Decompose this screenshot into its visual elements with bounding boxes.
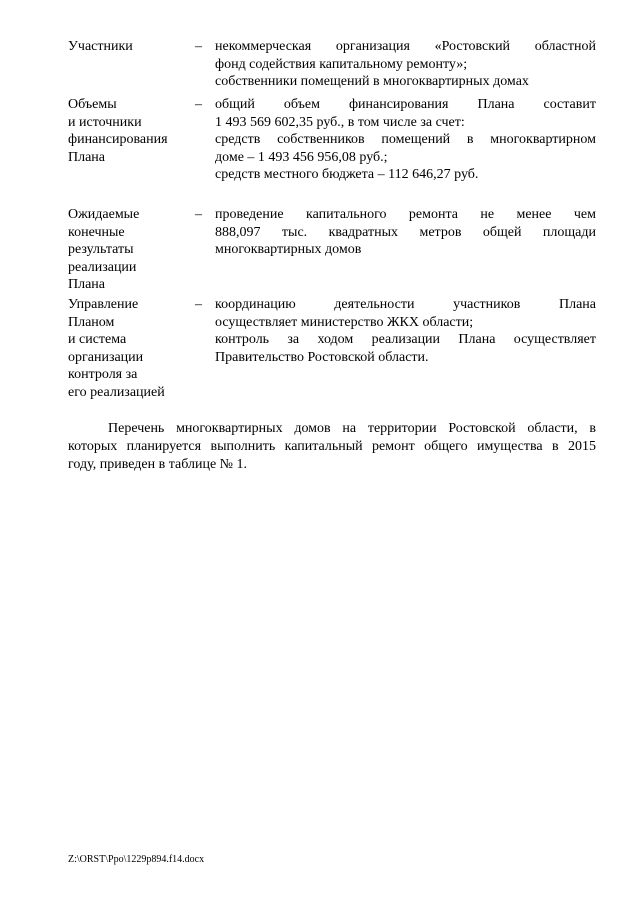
row-content-line: Правительство Ростовской области. bbox=[215, 349, 429, 365]
row-content-line: проведение капитального ремонта не менее чем bbox=[215, 207, 596, 222]
row-content-line: осуществляет министерство ЖКХ области; bbox=[215, 314, 474, 330]
row-label bbox=[68, 38, 183, 56]
row-dash: – bbox=[195, 97, 202, 112]
row-content-line: 888,097 тыс. квадратных метров общей площади bbox=[215, 224, 596, 240]
row-label-line: реализации bbox=[68, 259, 137, 275]
row-content-line: доме – 1 493 456 956,08 руб.; bbox=[215, 149, 388, 165]
footer-file-path: Z:\ORST\Ppo\1229p894.f14.docx bbox=[68, 854, 205, 865]
row-content-line: некоммерческая организация «Ростовский областной bbox=[215, 39, 596, 54]
row-content-line: координацию деятельности участников Плана bbox=[215, 297, 596, 312]
row-label-line: Плана bbox=[68, 277, 106, 292]
paragraph-line: которых планируется выполнить капитальный ремонт общего имущества в 2015 bbox=[68, 439, 596, 454]
row-content bbox=[215, 38, 596, 91]
row-label-line: и система bbox=[68, 332, 127, 347]
row-content bbox=[215, 296, 596, 366]
row-content-line: фонд содействия капитальному ремонту»; bbox=[215, 56, 468, 72]
row-content bbox=[215, 96, 596, 184]
row-content-line: средств собственников помещений в многоквартирном bbox=[215, 132, 596, 147]
row-content-line: многоквартирных домов bbox=[215, 242, 362, 257]
row-content-line: контроль за ходом реализации Плана осуществляет bbox=[215, 332, 596, 347]
row-content-line: собственники помещений в многоквартирных домах bbox=[215, 74, 529, 89]
row-label bbox=[68, 296, 183, 401]
row-label-line: Ожидаемые bbox=[68, 207, 140, 222]
row-dash: – bbox=[195, 297, 202, 312]
row-label-line: организации bbox=[68, 349, 144, 365]
row-dash: – bbox=[195, 39, 202, 54]
row-content-line: средств местного бюджета – 112 646,27 руб. bbox=[215, 167, 479, 182]
paragraph-line: Перечень многоквартирных домов на территории Ростовской области, в bbox=[108, 421, 596, 436]
row-label-line: Управление bbox=[68, 297, 139, 312]
row-content-line: общий объем финансирования Плана составит bbox=[215, 97, 596, 112]
row-label-line: Плана bbox=[68, 149, 106, 165]
row-label-line: контроля за bbox=[68, 367, 138, 382]
paragraph-line: году, приведен в таблице № 1. bbox=[68, 457, 248, 472]
row-content-line: 1 493 569 602,35 руб., в том числе за счет: bbox=[215, 114, 465, 130]
body-paragraph bbox=[68, 420, 596, 474]
row-label-line: и источники bbox=[68, 114, 142, 130]
row-label-line: финансирования bbox=[68, 132, 168, 147]
row-dash: – bbox=[195, 207, 202, 222]
row-label-line: Участники bbox=[68, 39, 133, 54]
row-content bbox=[215, 206, 596, 259]
row-label-line: его реализацией bbox=[68, 384, 165, 400]
row-label-line: Планом bbox=[68, 314, 115, 330]
row-label bbox=[68, 96, 183, 166]
row-label bbox=[68, 206, 183, 294]
row-label-line: конечные bbox=[68, 224, 125, 240]
row-label-line: результаты bbox=[68, 242, 134, 257]
row-label-line: Объемы bbox=[68, 97, 117, 112]
